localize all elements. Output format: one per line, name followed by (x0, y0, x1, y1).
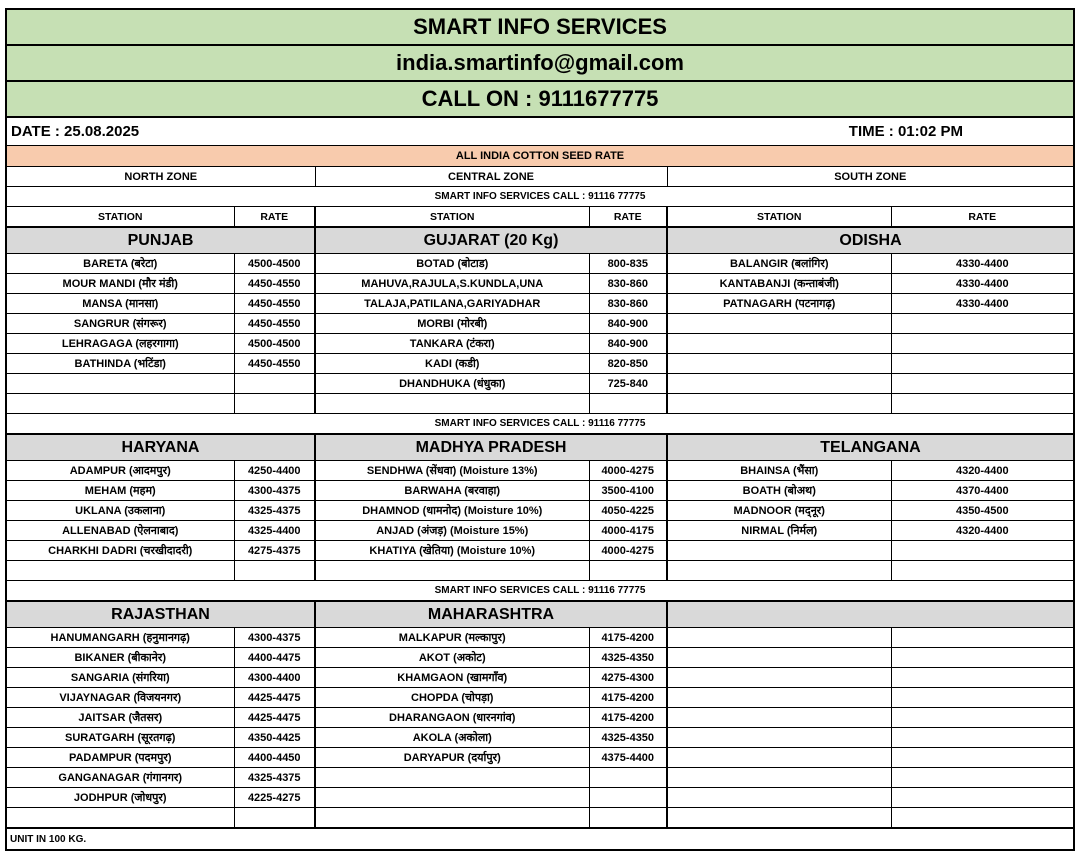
station-cell: TALAJA,PATILANA,GARIYADHAR (315, 294, 589, 314)
rate-cell: 4450-4550 (234, 354, 315, 374)
station-cell: MEHAM (महम) (6, 481, 234, 501)
station-cell: SANGARIA (संगरिया) (6, 668, 234, 688)
rate-cell (891, 708, 1074, 728)
rate-cell (891, 394, 1074, 414)
rate-cell: 840-900 (589, 334, 667, 354)
station-cell: BARETA (बरेटा) (6, 254, 234, 274)
rate-cell: 4175-4200 (589, 688, 667, 708)
rate-cell: 4225-4275 (234, 788, 315, 808)
station-cell (315, 561, 589, 581)
station-cell: PATNAGARH (पटनागढ़) (667, 294, 891, 314)
station-cell: DARYAPUR (दर्यापुर) (315, 748, 589, 768)
table-row (6, 334, 1074, 354)
rate-cell: 4375-4400 (589, 748, 667, 768)
state-name: HARYANA (6, 434, 315, 461)
info-line: SMART INFO SERVICES CALL : 91116 77775 (6, 581, 1074, 602)
rate-cell: 4325-4375 (234, 768, 315, 788)
table-row (6, 768, 1074, 788)
rate-cell: 4320-4400 (891, 461, 1074, 481)
rate-cell: 4325-4400 (234, 521, 315, 541)
unit-note: UNIT IN 100 KG. (6, 828, 1074, 850)
rate-cell: 4300-4375 (234, 481, 315, 501)
station-cell: MORBI (मोरबी) (315, 314, 589, 334)
station-header: STATION (6, 207, 234, 228)
station-cell: SURATGARH (सूरतगढ़) (6, 728, 234, 748)
rate-cell (589, 768, 667, 788)
rate-cell: 830-860 (589, 294, 667, 314)
rate-cell (891, 808, 1074, 829)
station-cell (667, 788, 891, 808)
state-header-row (6, 601, 1074, 628)
rate-cell: 4350-4425 (234, 728, 315, 748)
time-text-display: TIME : 01:02 PM (848, 123, 963, 140)
state-name: TELANGANA (667, 434, 1074, 461)
rate-cell (891, 374, 1074, 394)
rate-cell: 4300-4375 (234, 628, 315, 648)
station-cell: LEHRAGAGA (लहरगागा) (6, 334, 234, 354)
date-label: DATE : 25.08.2025 (6, 117, 667, 146)
station-cell: MANSA (मानसा) (6, 294, 234, 314)
table-row (6, 521, 1074, 541)
rate-cell (891, 628, 1074, 648)
station-cell: BHAINSA (भैंसा) (667, 461, 891, 481)
station-cell: PADAMPUR (पदमपुर) (6, 748, 234, 768)
station-cell (667, 708, 891, 728)
station-cell: DHARANGAON (धारनगांव) (315, 708, 589, 728)
rate-header: RATE (891, 207, 1074, 228)
station-cell: ANJAD (अंजड़) (Moisture 15%) (315, 521, 589, 541)
station-cell (315, 788, 589, 808)
rate-cell: 4325-4350 (589, 728, 667, 748)
rate-cell: 4500-4500 (234, 334, 315, 354)
table-row (6, 461, 1074, 481)
table-row (6, 374, 1074, 394)
station-cell: VIJAYNAGAR (विजयनगर) (6, 688, 234, 708)
table-row (6, 668, 1074, 688)
table-row (6, 394, 1074, 414)
station-cell: CHOPDA (चोपड़ा) (315, 688, 589, 708)
table-row (6, 294, 1074, 314)
station-cell (667, 561, 891, 581)
station-header: STATION (667, 207, 891, 228)
company-name: SMART INFO SERVICES (6, 9, 1074, 45)
rate-cell: 4175-4200 (589, 628, 667, 648)
station-cell (667, 748, 891, 768)
rate-cell: 4350-4500 (891, 501, 1074, 521)
rate-cell: 4500-4500 (234, 254, 315, 274)
station-cell: BOATH (बोअथ) (667, 481, 891, 501)
rate-cell (891, 648, 1074, 668)
station-cell (6, 374, 234, 394)
station-cell (667, 334, 891, 354)
rate-cell: 3500-4100 (589, 481, 667, 501)
rate-cell: 840-900 (589, 314, 667, 334)
rate-cell: 4425-4475 (234, 688, 315, 708)
table-row (6, 628, 1074, 648)
rate-cell: 4450-4550 (234, 314, 315, 334)
station-cell: CHARKHI DADRI (चरखीदादरी) (6, 541, 234, 561)
info-row (6, 414, 1074, 435)
station-cell: BIKANER (बीकानेर) (6, 648, 234, 668)
station-cell: GANGANAGAR (गंगानगर) (6, 768, 234, 788)
info-row (6, 581, 1074, 602)
station-cell: BATHINDA (भटिंडा) (6, 354, 234, 374)
rate-cell: 4450-4550 (234, 274, 315, 294)
station-cell: TANKARA (टंकरा) (315, 334, 589, 354)
table-row (6, 748, 1074, 768)
rate-cell (891, 728, 1074, 748)
table-row (6, 788, 1074, 808)
rate-cell: 4275-4375 (234, 541, 315, 561)
station-cell (667, 394, 891, 414)
table-row (6, 808, 1074, 829)
call-number: CALL ON : 9111677775 (6, 81, 1074, 117)
table-row (6, 354, 1074, 374)
station-cell: DHANDHUKA (धंधुका) (315, 374, 589, 394)
email-address: india.smartinfo@gmail.com (6, 45, 1074, 81)
rate-cell: 4000-4175 (589, 521, 667, 541)
zone-north: NORTH ZONE (6, 167, 315, 187)
station-cell: MOUR MANDI (मौर मंडी) (6, 274, 234, 294)
rate-cell: 4330-4400 (891, 274, 1074, 294)
rate-cell: 4320-4400 (891, 521, 1074, 541)
rate-cell: 4000-4275 (589, 541, 667, 561)
rate-cell: 4000-4275 (589, 461, 667, 481)
station-cell: KHATIYA (खेतिया) (Moisture 10%) (315, 541, 589, 561)
rate-cell: 4325-4375 (234, 501, 315, 521)
station-cell (667, 688, 891, 708)
rate-cell (891, 688, 1074, 708)
table-row (6, 314, 1074, 334)
station-cell: DHAMNOD (धामनोद) (Moisture 10%) (315, 501, 589, 521)
station-cell: BALANGIR (बलांगिर) (667, 254, 891, 274)
station-cell (667, 768, 891, 788)
rate-cell (891, 768, 1074, 788)
rate-cell: 4425-4475 (234, 708, 315, 728)
station-cell: KADI (कडी) (315, 354, 589, 374)
rate-cell: 800-835 (589, 254, 667, 274)
rate-cell: 4330-4400 (891, 294, 1074, 314)
station-cell (6, 808, 234, 829)
station-cell: BARWAHA (बरवाहा) (315, 481, 589, 501)
column-header-row (6, 207, 1074, 228)
rate-cell (891, 334, 1074, 354)
station-cell: ALLENABAD (ऐलनाबाद) (6, 521, 234, 541)
rate-header: RATE (589, 207, 667, 228)
station-cell (6, 394, 234, 414)
station-cell (667, 354, 891, 374)
rate-cell: 725-840 (589, 374, 667, 394)
time-cell (667, 117, 963, 146)
table-row (6, 481, 1074, 501)
station-cell: AKOT (अकोट) (315, 648, 589, 668)
unit-row (6, 828, 1074, 850)
state-name: ODISHA (667, 227, 1074, 254)
station-cell: UKLANA (उकलाना) (6, 501, 234, 521)
table-row (6, 648, 1074, 668)
rate-header: RATE (234, 207, 315, 228)
station-cell (315, 808, 589, 829)
station-cell (667, 374, 891, 394)
station-cell: ADAMPUR (आदमपुर) (6, 461, 234, 481)
rate-table (5, 8, 1075, 851)
station-header: STATION (315, 207, 589, 228)
station-cell: JODHPUR (जोधपुर) (6, 788, 234, 808)
rate-cell (891, 314, 1074, 334)
rate-cell: 4370-4400 (891, 481, 1074, 501)
station-cell (667, 808, 891, 829)
rate-cell: 4450-4550 (234, 294, 315, 314)
rate-cell (891, 354, 1074, 374)
station-cell (667, 314, 891, 334)
rate-cell (891, 668, 1074, 688)
rate-cell: 830-860 (589, 274, 667, 294)
table-row (6, 274, 1074, 294)
state-name: GUJARAT (20 Kg) (315, 227, 667, 254)
info-line: SMART INFO SERVICES CALL : 91116 77775 (6, 414, 1074, 435)
station-cell (667, 728, 891, 748)
rate-cell: 4050-4225 (589, 501, 667, 521)
state-name (667, 601, 1074, 628)
station-cell: NIRMAL (निर्मल) (667, 521, 891, 541)
station-cell: HANUMANGARH (हनुमानगढ़) (6, 628, 234, 648)
rate-cell: 4275-4300 (589, 668, 667, 688)
table-row (6, 501, 1074, 521)
rate-cell (589, 561, 667, 581)
station-cell (315, 394, 589, 414)
rate-cell (589, 394, 667, 414)
rate-cell: 4175-4200 (589, 708, 667, 728)
station-cell: MAHUVA,RAJULA,S.KUNDLA,UNA (315, 274, 589, 294)
info-row (6, 187, 1074, 207)
station-cell: BOTAD (बोटाड) (315, 254, 589, 274)
table-row (6, 688, 1074, 708)
rate-cell: 4400-4475 (234, 648, 315, 668)
rate-cell (589, 808, 667, 829)
rate-cell (891, 541, 1074, 561)
station-cell: KHAMGAON (खामगाँव) (315, 668, 589, 688)
rate-cell (891, 788, 1074, 808)
table-row (6, 708, 1074, 728)
report-title: ALL INDIA COTTON SEED RATE (6, 146, 1074, 167)
station-cell (6, 561, 234, 581)
station-cell (667, 541, 891, 561)
rate-cell: 4250-4400 (234, 461, 315, 481)
station-cell: SANGRUR (संगरूर) (6, 314, 234, 334)
rate-cell: 820-850 (589, 354, 667, 374)
station-cell: MALKAPUR (मल्कापुर) (315, 628, 589, 648)
station-cell (667, 648, 891, 668)
table-row (6, 728, 1074, 748)
info-line: SMART INFO SERVICES CALL : 91116 77775 (6, 187, 1074, 207)
rate-cell (891, 748, 1074, 768)
zone-central: CENTRAL ZONE (315, 167, 667, 187)
rate-cell: 4400-4450 (234, 748, 315, 768)
rate-cell: 4325-4350 (589, 648, 667, 668)
table-row (6, 541, 1074, 561)
state-header-row (6, 434, 1074, 461)
station-cell: JAITSAR (जैतसर) (6, 708, 234, 728)
station-cell: MADNOOR (मद्नूर) (667, 501, 891, 521)
state-header-row (6, 227, 1074, 254)
rate-cell (891, 561, 1074, 581)
zone-south: SOUTH ZONE (667, 167, 1074, 187)
station-cell: AKOLA (अकोला) (315, 728, 589, 748)
state-name: PUNJAB (6, 227, 315, 254)
station-cell: SENDHWA (सेंधवा) (Moisture 13%) (315, 461, 589, 481)
state-name: MAHARASHTRA (315, 601, 667, 628)
state-name: MADHYA PRADESH (315, 434, 667, 461)
rate-cell (234, 374, 315, 394)
rate-cell (234, 808, 315, 829)
rate-cell: 4330-4400 (891, 254, 1074, 274)
rate-cell: 4300-4400 (234, 668, 315, 688)
rate-cell (234, 394, 315, 414)
table-row (6, 561, 1074, 581)
rate-sheet (5, 8, 1073, 851)
rate-cell (589, 788, 667, 808)
rate-cell (234, 561, 315, 581)
station-cell (667, 628, 891, 648)
station-cell: KANTABANJI (कन्ताबंजी) (667, 274, 891, 294)
state-name: RAJASTHAN (6, 601, 315, 628)
table-row (6, 254, 1074, 274)
station-cell (315, 768, 589, 788)
station-cell (667, 668, 891, 688)
